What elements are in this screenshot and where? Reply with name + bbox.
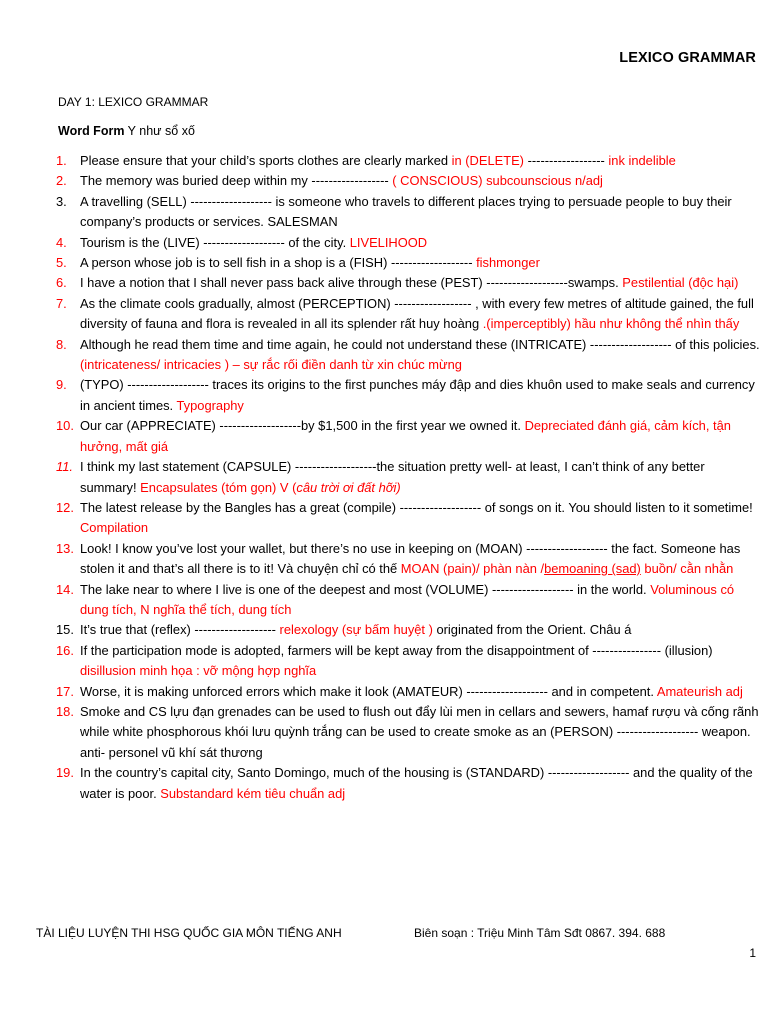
- exercise-item: [36, 580, 760, 621]
- answer-text: ink indelible: [608, 153, 676, 168]
- answer-text: Pestilential (độc hại): [622, 275, 739, 291]
- footer-left: TÀI LIỆU LUYỆN THI HSG QUỐC GIA MÔN TIẾNG ANH: [36, 926, 342, 940]
- item-number: 9.: [56, 377, 67, 393]
- header-title: LEXICO GRAMMAR: [619, 50, 756, 66]
- answer-text: bemoaning (sad): [544, 561, 641, 577]
- exercise-item: [36, 682, 760, 702]
- exercise-item: [36, 498, 760, 539]
- section-heading-bold: Word Form: [58, 124, 125, 138]
- exercise-item: [36, 620, 760, 640]
- item-number: 12.: [56, 499, 74, 515]
- question-text: Smoke and CS lựu đạn grenades can be used to flush out đẩy lùi men in cellars and sewers, hamaf rượu và cống rãnh while white phosphorous khói lưu quỳnh trắng can be used to create smoke as an (PERSON) ------------------- weapon. anti- personel vũ khí sát thương: [80, 703, 759, 760]
- item-number: 17.: [56, 683, 74, 699]
- exercise-item: [36, 233, 760, 253]
- page-number: 1: [749, 946, 756, 960]
- question-text: originated from the Orient. Châu á: [432, 622, 632, 638]
- item-number: 7.: [56, 295, 67, 311]
- exercise-item: [36, 273, 760, 293]
- item-number: 2.: [56, 173, 67, 189]
- answer-text: fishmonger: [476, 255, 540, 271]
- day-heading: DAY 1: LEXICO GRAMMAR: [58, 95, 209, 109]
- item-number: 1.: [56, 153, 67, 168]
- item-number: 19.: [56, 765, 74, 781]
- item-number: 6.: [56, 275, 67, 291]
- question-text: Look! I know you’ve lost your wallet, but there’s no use in keeping on (MOAN) ------------------- the fact. Someone has stolen it and that’s all there is to it! Và chuyện chỉ có thế: [80, 540, 741, 577]
- item-number: 13.: [56, 540, 74, 556]
- item-number: 18.: [56, 703, 74, 719]
- answer-text: câu trời ơi đất hỡi): [296, 479, 401, 495]
- question-text: Although he read them time and time again, he could not understand these (INTRICATE) ------------------- of this policies.: [80, 336, 760, 352]
- exercise-item: [36, 457, 760, 498]
- section-heading: [58, 124, 195, 138]
- item-number: 3.: [56, 193, 67, 209]
- answer-text: MOAN (pain)/ phàn nàn /: [400, 561, 545, 577]
- question-text: A travelling (SELL) ------------------- is someone who travels to different places trying to persuade people to buy their company’s products or services. SALESMAN: [80, 193, 732, 230]
- exercise-item: [36, 294, 760, 335]
- answer-text: .(imperceptibly) hầu như không thể nhìn thấy: [482, 316, 740, 332]
- question-text: Please ensure that your child’s sports clothes are clearly marked: [80, 153, 452, 168]
- exercise-item: [36, 335, 760, 376]
- item-number: 5.: [56, 255, 67, 271]
- exercise-list: [36, 151, 760, 804]
- question-text: (TYPO) ------------------- traces its origins to the first punches máy đập and dies khuôn used to make seals and currency in ancient times.: [80, 377, 755, 413]
- answer-text: Amateurish adj: [656, 683, 743, 699]
- answer-text: LIVELIHOOD: [349, 234, 428, 250]
- exercise-item: [36, 416, 760, 457]
- exercise-item: [36, 539, 760, 580]
- item-number: 14.: [56, 581, 74, 597]
- question-text: ------------------: [523, 153, 609, 168]
- item-number: 11.: [56, 459, 73, 475]
- question-text: The memory was buried deep within my ------------------: [80, 173, 393, 189]
- exercise-item: [36, 253, 760, 273]
- exercise-item: [36, 171, 760, 191]
- exercise-item: [36, 702, 760, 763]
- answer-text: (intricateness/ intricacies ) – sự rắc rối điền danh từ xin chúc mừng: [80, 357, 462, 373]
- exercise-item: [36, 192, 760, 233]
- exercise-item: [36, 641, 760, 682]
- exercise-item: [36, 375, 760, 416]
- question-text: I have a notion that I shall never pass back alive through these (PEST) -------------------swamps.: [80, 275, 623, 291]
- answer-text: Substandard kém tiêu chuẩn adj: [160, 785, 346, 801]
- answer-text: relexology (sự bấm huyệt ): [279, 622, 433, 638]
- footer-right: Biên soạn : Triệu Minh Tâm Sđt 0867. 394. 688: [414, 926, 666, 940]
- item-number: 15.: [56, 622, 74, 638]
- question-text: Our car (APPRECIATE) -------------------by $1,500 in the first year we owned it.: [80, 418, 525, 434]
- answer-text: buồn/ cằn nhằn: [640, 561, 734, 577]
- answer-text: Encapsulates (tóm gọn) V (: [140, 479, 297, 495]
- exercise-item: [36, 763, 760, 804]
- question-text: As the climate cools gradually, almost (PERCEPTION) ------------------ , with every few metres of altitude gained, the full diversity of fauna and flora is revealed in all its splender rất huy hoàng: [80, 295, 754, 332]
- item-number: 16.: [56, 642, 74, 658]
- question-text: It’s true that (reflex) -------------------: [80, 622, 280, 638]
- answer-text: in (DELETE): [451, 153, 524, 168]
- answer-text: Voluminous có dung tích, N nghĩa thể tích, dung tích: [80, 581, 735, 617]
- item-number: 8.: [56, 336, 67, 352]
- answer-text: disillusion minh họa : vỡ mộng hợp nghĩa: [80, 663, 317, 679]
- answer-text: Compilation: [80, 520, 149, 536]
- question-text: Worse, it is making unforced errors which make it look (AMATEUR) ------------------- and in competent.: [80, 683, 657, 699]
- question-text: The lake near to where I live is one of the deepest and most (VOLUME) ------------------- in the world.: [80, 581, 651, 597]
- question-text: I think my last statement (CAPSULE) -------------------the situation pretty well- at least, I can’t think of any better summary!: [80, 459, 705, 495]
- answer-text: ( CONSCIOUS) subcounscious n/adj: [392, 173, 603, 189]
- question-text: In the country’s capital city, Santo Domingo, much of the housing is (STANDARD) ------------------- and the quality of the water is poor.: [80, 765, 753, 801]
- section-heading-rest: Y như sổ xố: [124, 124, 195, 138]
- question-text: Tourism is the (LIVE) ------------------- of the city.: [80, 234, 350, 250]
- item-number: 10.: [56, 418, 74, 434]
- question-text: The latest release by the Bangles has a great (compile) ------------------- of songs on it. You should listen to it sometime!: [80, 499, 753, 515]
- answer-text: Typography: [176, 397, 244, 413]
- question-text: A person whose job is to sell fish in a shop is a (FISH) -------------------: [80, 255, 477, 271]
- answer-text: Depreciated đánh giá, cảm kích, tận hưởng, mất giá: [80, 418, 731, 454]
- question-text: If the participation mode is adopted, farmers will be kept away from the disappointment of ---------------- (illusion): [80, 642, 713, 658]
- exercise-item: [36, 151, 760, 171]
- item-number: 4.: [56, 234, 67, 250]
